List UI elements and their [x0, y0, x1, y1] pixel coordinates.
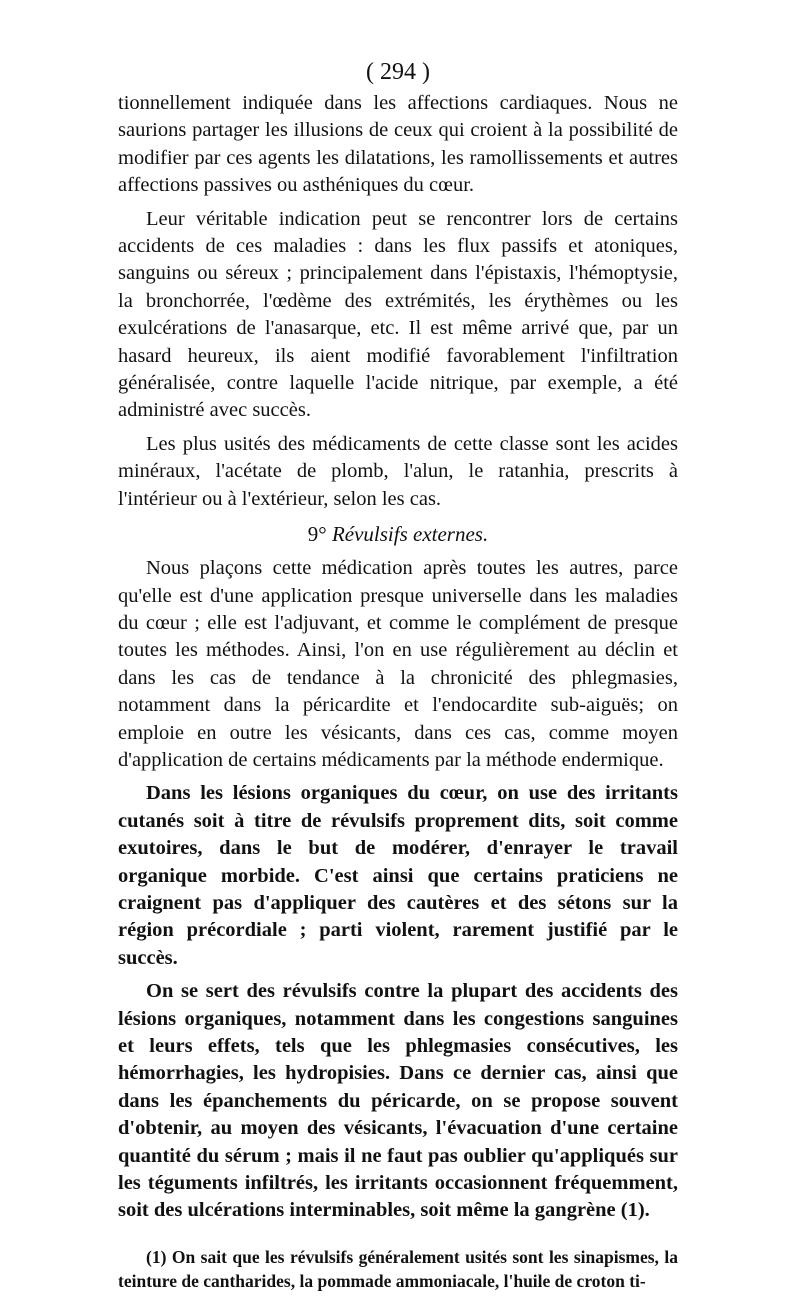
- footnote: (1) On sait que les révulsifs généralement usités sont les sinapismes, la teinture de cantharides, la pommade ammoniacale, l'huile de croton ti-: [118, 1246, 678, 1291]
- paragraph-continuation: tionnellement indiquée dans les affections cardiaques. Nous ne saurions partager les illusions de ceux qui croient à la possibilité de modifier par ces agents les dilatations, les ramollissements et autres affections passives ou asthéniques du cœur.: [118, 92, 678, 197]
- section-number: 9°: [307, 522, 327, 547]
- paragraph-medication: Nous plaçons cette médication après toutes les autres, parce qu'elle est d'une application presque universelle dans les maladies du cœur ; elle est l'adjuvant, et comme le complément de presque toutes les méthodes. Ainsi, l'on en use régulièrement au déclin et dans les cas de tendance à la chronicité des phlegmasies, notamment dans la péricardite et l'endocardite sub-aiguës; on emploie en outre les vésicants, dans ces cas, comme moyen d'application de certains médicaments par la méthode endermique.: [118, 557, 678, 771]
- section-title: Révulsifs externes.: [331, 522, 489, 547]
- paragraph-lesions: Dans les lésions organiques du cœur, on use des irritants cutanés soit à titre de révulsifs proprement dits, soit comme exutoires, dans le but de modérer, d'enrayer le travail organique morbide. C'est ainsi que certains praticiens ne craignent pas d'appliquer des cautères et des sétons sur la région précordiale ; parti violent, rarement justifié par le succès.: [118, 782, 678, 969]
- page-number: ( 294 ): [366, 59, 430, 85]
- section-heading: [118, 519, 678, 549]
- paragraph-medicaments: Les plus usités des médicaments de cette classe sont les acides minéraux, l'acétate de plomb, l'alun, le ratanhia, prescrits à l'intérieur ou à l'extérieur, selon les cas.: [118, 432, 678, 510]
- page-content: [118, 56, 678, 1310]
- paragraph-revulsifs: On se sert des révulsifs contre la plupart des accidents des lésions organiques, notamment dans les congestions sanguines et leurs effets, tels que les phlegmasies consécutives, les hémorrhagies, les hydropisies. Dans ce dernier cas, ainsi que dans les épanchements du péricarde, on se propose souvent d'obtenir, au moyen des vésicants, l'évacuation d'une certaine quantité du sérum ; mais il ne faut pas oublier qu'appliqués sur les téguments infiltrés, les irritants occasionnent fréquemment, soit des ulcérations interminables, soit même la gangrène (1).: [118, 980, 678, 1222]
- paragraph-indication: Leur véritable indication peut se rencontrer lors de certains accidents de ces maladies : dans les flux passifs et atoniques, sanguins ou séreux ; principalement dans l'épistaxis, l'hémoptysie, la bronchorrée, l'œdème des extrémités, les érythèmes ou les exulcérations de l'anasarque, etc. Il est même arrivé que, par un hasard heureux, ils aient modifié favorablement l'infiltration généralisée, contre laquelle l'acide nitrique, par exemple, a été administré avec succès.: [118, 207, 678, 422]
